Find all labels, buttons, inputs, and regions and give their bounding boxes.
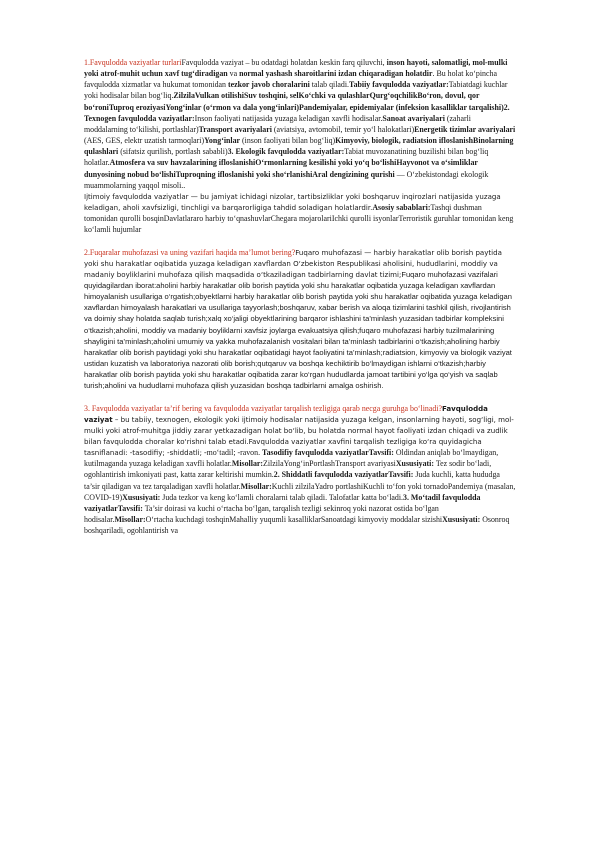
text-run-bold: Misollar: <box>231 459 264 469</box>
text-run-bold: Asosiy sabablari: <box>372 203 431 213</box>
text-run: Kuchli zilzilaYadro portlashiKuchli to‘fon yoki tornadoPandemiya (masalan, COVID-19) <box>84 481 516 502</box>
text-run: (sifatsiz qurilish, portlash sababli) <box>118 147 228 157</box>
text-run: va <box>227 69 240 79</box>
text-run: Juda kuchli, katta hududga ta’sir qiladigan va tez tarqaladigan xavfli holatlar. <box>84 470 500 491</box>
text-run-bold: Energetik tizimlar avariyalari <box>414 124 516 134</box>
text-run-bold: Misollar: <box>114 515 146 525</box>
text-run-bold: Kimyoviy, biologik, radiatsion ifloslanishBinolarning qulashlari <box>84 136 514 157</box>
text-run: – bu tabiiy, texnogen, ekologik yoki ijtimoiy hodisalar natijasida yuzaga kelgan, insonlarning hayoti, sog‘ligi, mol-mulki yoki atrof-muhitga jiddiy zarar yetkazadigan holat bo‘lib, bu holatda normal hayot faoliyati izdan chiqadi va zudlik bilan favqulodda choralar ko‘rishni talab etadi.Favqulodda vaziyatlar xavfini tarqalish tezligiga ko‘ra quyidagicha tasniflanadi: -tasodifiy; -shiddatli; <box>84 414 514 458</box>
text-run: talab qiladi. <box>309 80 350 90</box>
section-1 <box>84 57 516 191</box>
text-run-bold: 3. Mo‘tadil favqulodda vaziyatlarTavsifi: <box>84 492 481 513</box>
text-run: Fuqaro muhofazasi — harbiy harakatlar olib borish paytida yoki shu harakatlar oqibatida yuzaga keladigan xavflardan O‘zbekiston Respublikasi aholisini, hududlarini, moddiy va madaniy boyliklarini muhofaza qilish maqsadida o‘tkaziladigan tadbirlarning davlat tizimi; <box>84 247 502 279</box>
text-run-bold: normal yashash sharoitlarini izdan chiqaradigan holatdir <box>239 69 433 79</box>
text-run-bold: Transport avariyalari <box>198 124 272 134</box>
text-run-bold: Yong‘inlar <box>204 136 241 146</box>
text-run-bold: Atmosfera va suv havzalarining ifloslanishiO‘rmonlarning kesilishi yoki yo‘q bo‘lishiHayvonot va o‘simliklar dunyosining nobud bo‘lishiTuproqning ifloslanishi yoki sho‘rlanishiAral dengizining qurishi <box>84 158 478 179</box>
section-2-heading: 2.Fuqaralar muhofazasi va uning vazifari haqida ma’lumot bering? <box>84 247 296 257</box>
text-run: Tez sodir bo‘ladi, ogohlantirish imkoniyati past, katta zarar keltirishi mumkin. <box>84 459 492 480</box>
text-run-bold: ZilzilaVulkan otilishiSuv toshqini, selKo‘chki va qulashlarQurg‘oqchilikBo‘ron, dovul, qor bo‘roniTuproq eroziyasiYong‘inlar (o‘rmon va dala yong‘inlari)Pandemiyalar, epidemiyalar (infeksion kasalliklar tarqalishi)2. Texnogen favqulodda vaziyatlar: <box>84 91 510 123</box>
text-run: (zaharli moddalarning to‘kilishi, portlashlar) <box>84 113 471 134</box>
document-page <box>84 57 516 536</box>
text-run: Ijtimoiy favqulodda vaziyatlar — bu jamiyat ichidagi nizolar, tartibsizliklar yoki boshqaruv inqirozlari natijasida yuzaga keladigan, aholi xavfsizligi, tinchligi va barqarorligiga tahdid soladigan holatlardir. <box>84 191 501 213</box>
section-3 <box>84 403 516 537</box>
section-3-heading: 3. Favqulodda vaziyatlar ta’rif bering va favqulodda vaziyatlar tarqalish tezligiga qarab necga guruhga bo‘linadi? <box>84 403 443 413</box>
text-run-bold: inson hayoti, salomatligi, mol-mulki yoki atrof-muhit uchun xavf tug‘diradigan <box>84 58 508 79</box>
text-run: ZilzilaYong‘inPortlashTransport avariyasi <box>263 459 396 469</box>
text-run-bold: Xususiyati: <box>442 515 481 525</box>
text-run-bold: 2. Shiddatli favqulodda vaziyatlarTavsifi: <box>273 470 414 480</box>
text-run: Tabiat muvozanatining buzilishi bilan bog‘liq holatlar. <box>84 147 489 168</box>
text-run: Tashqi dushman tomonidan qurolli bosqinDavlatlararo harbiy to‘qnashuvlarChegara mojarolariIchki qurolli isyonlarTerroristik guruhlar tomonidan keng ko‘lamli hujumlar <box>84 203 514 235</box>
text-run: Oldindan aniqlab bo‘lmaydigan, kutilmaganda yuzaga keladigan xavfli holatlar. <box>84 448 499 469</box>
text-run: Ta’sir doirasi va kuchi o‘rtacha bo‘lgan, tarqalish tezligi sekinroq yoki nazorat ostida bo‘lgan hodisalar. <box>84 503 439 525</box>
text-run: Favqulodda vaziyat – bu odatdagi holatdan keskin farq qiluvchi, <box>181 58 387 67</box>
text-run: Osonroq boshqariladi, ogohlantirish va <box>84 515 510 536</box>
text-run: (inson faoliyati bilan bog‘liq) <box>240 136 336 146</box>
text-run: (AES, GES, elektr uzatish tarmoqlari) <box>84 136 205 146</box>
text-run: O‘rtacha kuchdagi toshqinMahalliy yuqumli kasalliklarSanoatdagi kimyoviy moddalar sizishi <box>145 515 443 525</box>
text-run-bold: Xususiyati: <box>122 492 161 502</box>
text-run: -mo‘tadil; -ravon. <box>201 448 263 458</box>
text-run-bold: Xususiyati: <box>395 459 435 469</box>
text-run-bold: 3. Ekologik favqulodda vaziyatlar: <box>227 147 345 157</box>
text-run: Fuqaro muhofazasi vazifalari quyidagilardan iborat:aholini harbiy harakatlar olib borish paytida yoki shu harakatlar oqibatida yuzaga keladigan xavflardan himoyalanish usullariga o‘rgatish;obyektlarni harbiy harakatlar olib borish paytida yoki shu harakatlar oqibatida yuzaga keladigan xavflardan himoyalash harakatlari va usullariga tayyorlash;boshqaruv, xabar berish va aloqa tizimlarini tashkil qilish, rivojlantirish va doimiy shay holatda saqlab turish;xalq xo‘jaligi obyektlarining barqaror ishlashini ta’minlash yuzasidan tadbirlar kompleksini o‘tkazish;aholini, moddiy va madaniy boyliklarni xavfsiz joylarga evakuatsiya qilish;fuqaro muhofazasi harbiy tuzilmalarining shayligini ta’minlash;aholini umumiy va yakka muhofazalanish vositalari bilan ta’minlash tadbirlarini o‘tkazish;aholining harbiy harakatlar olib borish paytidagi yoki shu harakatlar oqibatidagi hayot faoliyatini ta’minlash;radiatsion, kimyoviy va biologik vaziyat ustidan kuzatish va laboratoriya nazorati olib borish;qutqaruv va boshqa kechiktirib bo‘lmaydigan ishlarni o‘tkazish;harbiy harakatlar olib borish paytida yoki shu harakatlar oqibatida zarar ko‘rgan hududlarda jamoat tartibini yo‘lga qo‘yish va saqlab turish;aholini va hududlarni muhofaza qilish yuzasidan boshqa tadbirlarni amalga oshirish. <box>84 269 512 391</box>
section-1-ijtimoiy <box>84 191 516 236</box>
text-run-bold: tezkor javob choralarini <box>227 80 310 90</box>
text-run-bold: Tabiiy favqulodda vaziyatlar: <box>349 80 449 90</box>
text-run-bold: Sanoat avariyalari <box>382 113 445 123</box>
text-run-bold: Misollar: <box>240 481 272 491</box>
text-run: Juda tezkor va keng ko‘lamli choralarni talab qiladi. Talofatlar katta bo‘ladi. <box>160 492 404 502</box>
text-run-bold: Tasodifiy favqulodda vaziyatlarTavsifi: <box>262 448 394 458</box>
text-run: (aviatsiya, avtomobil, temir yo‘l halokatlari) <box>271 124 415 134</box>
paragraph-gap <box>84 236 516 247</box>
text-run: Tabiatdagi kuchlar yoki hodisalar bilan bog‘liq. <box>84 80 508 101</box>
paragraph-gap <box>84 392 516 403</box>
section-1-heading: 1.Favqulodda vaziyatlar turlari <box>84 58 182 67</box>
text-run: . Bu holat ko‘pincha favqulodda xizmatlar va hukumat tomonidan <box>84 69 497 90</box>
text-run: — O‘zbekistondagi ekologik muammolarning yaqqol misoli.. <box>84 169 489 190</box>
text-run-bold: Favqulodda vaziyat <box>84 403 488 424</box>
text-run: Inson faoliyati natijasida yuzaga keladigan xavfli hodisalar. <box>194 113 383 123</box>
section-2 <box>84 247 516 392</box>
